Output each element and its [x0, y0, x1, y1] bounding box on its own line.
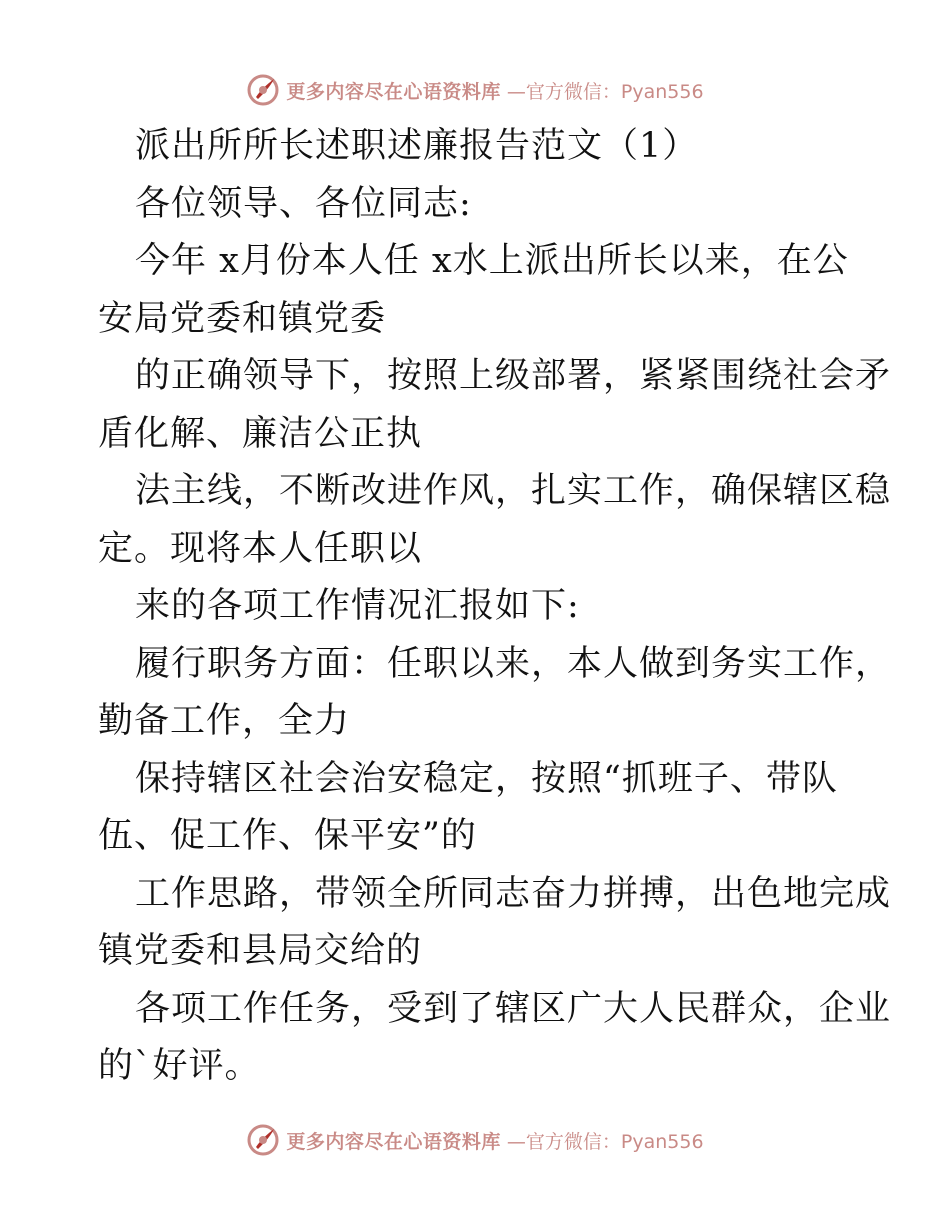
- text-line: 今年 x月份本人任 x水上派出所长以来，在公: [135, 241, 849, 281]
- watermark-main-text: 更多内容尽在心语资料库: [286, 1130, 501, 1153]
- watermark-sub-text: —官方微信：Pyan556: [506, 1130, 704, 1153]
- text-line: 的正确领导下，按照上级部署，紧紧围绕社会矛: [135, 356, 892, 396]
- text-line: 安局党委和镇党委: [98, 298, 387, 339]
- text-line: 各项工作任务，受到了辖区广大人民群众，企业: [135, 988, 892, 1029]
- document-title: 派出所所长述职述廉报告范文（1）: [135, 126, 699, 166]
- header-watermark: [0, 70, 950, 110]
- text-line: 伍、促工作、保平安”的: [98, 816, 477, 856]
- text-line: 法主线，不断改进作风，扎实工作，确保辖区稳: [135, 471, 892, 511]
- text-line: 的`好评。: [98, 1046, 261, 1086]
- text-line: 盾化解、廉洁公正执: [98, 413, 423, 454]
- watermark-main-text: 更多内容尽在心语资料库: [286, 80, 501, 103]
- feather-logo-icon: [246, 1123, 280, 1157]
- footer-watermark: [0, 1120, 950, 1160]
- text-line: 勤备工作，全力: [98, 701, 351, 741]
- watermark-sub-text: —官方微信：Pyan556: [506, 80, 704, 103]
- text-line: 工作思路，带领全所同志奋力拼搏，出色地完成: [135, 873, 892, 914]
- document-body: [98, 118, 892, 1096]
- text-line: 履行职务方面：任职以来，本人做到务实工作，: [135, 643, 892, 684]
- text-line: 保持辖区社会治安稳定，按照“抓班子、带队: [135, 758, 838, 799]
- text-line: 镇党委和县局交给的: [98, 931, 423, 971]
- feather-logo-icon: [246, 73, 280, 107]
- text-line: 定。现将本人任职以: [98, 528, 423, 569]
- text-line: 来的各项工作情况汇报如下:: [135, 586, 580, 626]
- salutation: 各位领导、各位同志:: [135, 183, 472, 224]
